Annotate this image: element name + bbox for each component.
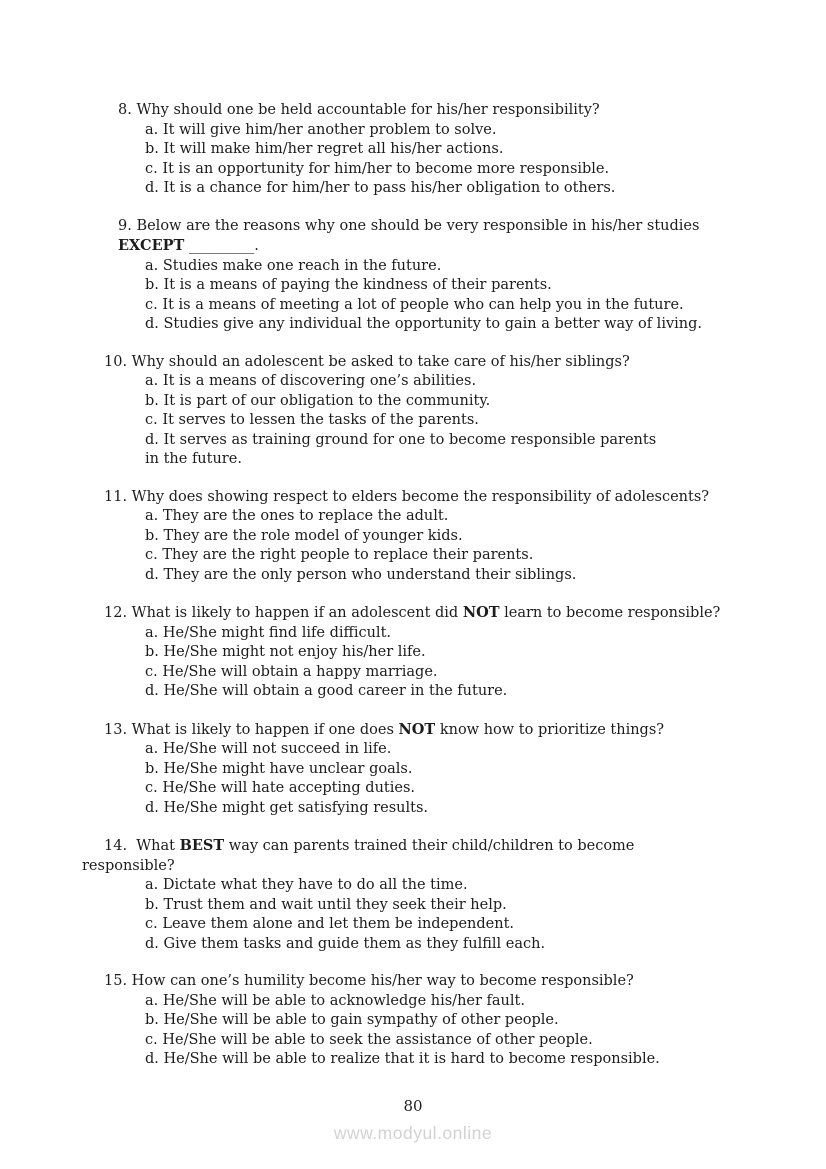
- text-segment: b. It will make him/her regret all his/her actions.: [145, 141, 504, 157]
- text-segment: way can parents trained their child/children to become: [224, 838, 635, 854]
- answer-option: [82, 876, 786, 896]
- text-segment: c. It serves to lessen the tasks of the parents.: [145, 412, 479, 428]
- text-segment: 8. Why should one be held accountable for his/her responsibility?: [118, 102, 600, 118]
- text-segment: in the future.: [145, 451, 242, 467]
- text-segment: c. It is a means of meeting a lot of people who can help you in the future.: [145, 296, 684, 313]
- page-footer: [0, 1096, 826, 1143]
- emphasized-text: NOT: [462, 604, 500, 621]
- text-segment: a. Studies make one reach in the future.: [145, 257, 442, 274]
- answer-option: [82, 179, 786, 199]
- question-block: [82, 353, 786, 470]
- text-segment: 12. What is likely to happen if an adolescent did: [104, 605, 463, 621]
- text-segment: d. Studies give any individual the opportunity to gain a better way of living.: [145, 316, 703, 332]
- text-segment: d. It serves as training ground for one to become responsible parents: [145, 431, 657, 448]
- text-segment: b. It is part of our obligation to the community.: [145, 392, 491, 409]
- text-segment: c. Leave them alone and let them be independent.: [145, 916, 515, 932]
- text-segment: a. It is a means of discovering one’s abilities.: [145, 373, 477, 389]
- answer-option: [82, 896, 786, 916]
- text-segment: 15. How can one’s humility become his/her way to become responsible?: [104, 973, 634, 989]
- text-segment: 10. Why should an adolescent be asked to take care of his/her siblings?: [104, 353, 630, 370]
- answer-option: [82, 935, 786, 955]
- answer-option: [82, 1031, 786, 1051]
- answer-option: [82, 392, 786, 412]
- question-prompt: [82, 217, 786, 237]
- answer-option: [82, 121, 786, 141]
- answer-option: [82, 682, 786, 702]
- answer-option: [82, 643, 786, 663]
- answer-option: [82, 431, 786, 451]
- text-segment: d. It is a chance for him/her to pass his/her obligation to others.: [145, 180, 616, 196]
- question-prompt: [82, 857, 786, 877]
- text-segment: a. He/She will be able to acknowledge his/her fault.: [145, 992, 525, 1009]
- watermark-text: www.modyul.online: [333, 1123, 493, 1143]
- answer-option: [82, 527, 786, 547]
- text-segment: responsible?: [82, 857, 175, 874]
- text-segment: d. He/She will obtain a good career in the future.: [145, 683, 508, 699]
- text-segment: c. It is an opportunity for him/her to become more responsible.: [145, 160, 610, 177]
- text-segment: a. They are the ones to replace the adult.: [145, 508, 449, 524]
- answer-option: [82, 507, 786, 527]
- question-block: [82, 101, 786, 199]
- question-block: [82, 972, 786, 1070]
- answer-option: [82, 276, 786, 296]
- answer-option: [82, 992, 786, 1012]
- text-segment: c. He/She will be able to seek the assistance of other people.: [145, 1031, 593, 1048]
- text-segment: 9. Below are the reasons why one should be very responsible in his/her studies: [118, 217, 700, 234]
- question-prompt: [82, 972, 786, 992]
- answer-option: [82, 372, 786, 392]
- question-block: [82, 603, 786, 702]
- answer-option: [82, 450, 786, 470]
- text-segment: d. Give them tasks and guide them as they fulfill each.: [145, 935, 546, 952]
- question-block: [82, 488, 786, 586]
- emphasized-text: NOT: [398, 720, 436, 738]
- text-segment: know how to prioritize things?: [435, 721, 665, 738]
- text-segment: c. He/She will obtain a happy marriage.: [145, 663, 438, 680]
- answer-option: [82, 663, 786, 683]
- text-segment: d. They are the only person who understand their siblings.: [145, 566, 577, 583]
- answer-option: [82, 779, 786, 799]
- text-segment: 14. What: [104, 838, 180, 854]
- text-segment: a. He/She will not succeed in life.: [145, 741, 392, 757]
- text-segment: b. They are the role model of younger kids.: [145, 527, 463, 544]
- text-segment: d. He/She will be able to realize that it is hard to become responsible.: [145, 1051, 660, 1067]
- text-segment: d. He/She might get satisfying results.: [145, 799, 429, 816]
- text-segment: b. He/She will be able to gain sympathy of other people.: [145, 1012, 559, 1028]
- text-segment: a. Dictate what they have to do all the time.: [145, 877, 468, 893]
- questions: [82, 101, 786, 1070]
- text-segment: b. He/She might not enjoy his/her life.: [145, 644, 426, 660]
- text-segment: 13. What is likely to happen if one does: [104, 721, 399, 738]
- question-prompt: [82, 101, 786, 121]
- answer-option: [82, 1050, 786, 1070]
- answer-option: [82, 315, 786, 335]
- question-prompt: [82, 603, 786, 624]
- answer-option: [82, 740, 786, 760]
- answer-option: [82, 411, 786, 431]
- text-segment: c. He/She will hate accepting duties.: [145, 780, 416, 796]
- answer-option: [82, 140, 786, 160]
- text-segment: _________.: [184, 238, 259, 254]
- question-prompt: [82, 488, 786, 508]
- question-prompt: [82, 236, 786, 257]
- page-number: 80: [403, 1097, 423, 1115]
- question-block: [82, 217, 786, 335]
- text-segment: b. It is a means of paying the kindness of their parents.: [145, 277, 552, 293]
- text-segment: c. They are the right people to replace their parents.: [145, 547, 534, 563]
- answer-option: [82, 624, 786, 644]
- answer-option: [82, 257, 786, 277]
- answer-option: [82, 160, 786, 180]
- answer-option: [82, 799, 786, 819]
- answer-option: [82, 566, 786, 586]
- answer-option: [82, 546, 786, 566]
- answer-option: [82, 915, 786, 935]
- question-prompt: [82, 353, 786, 373]
- text-segment: b. He/She might have unclear goals.: [145, 760, 413, 777]
- question-prompt: [82, 720, 786, 741]
- text-segment: 11. Why does showing respect to elders become the responsibility of adolescents?: [104, 488, 710, 505]
- text-segment: a. He/She might find life difficult.: [145, 624, 392, 641]
- question-block: [82, 836, 786, 954]
- question-prompt: [82, 836, 786, 857]
- emphasized-text: EXCEPT: [118, 237, 185, 254]
- answer-option: [82, 1011, 786, 1031]
- question-block: [82, 720, 786, 819]
- answer-option: [82, 296, 786, 316]
- text-segment: b. Trust them and wait until they seek their help.: [145, 896, 507, 913]
- text-segment: a. It will give him/her another problem to solve.: [145, 121, 497, 138]
- answer-option: [82, 760, 786, 780]
- text-segment: learn to become responsible?: [499, 605, 721, 621]
- emphasized-text: BEST: [179, 837, 225, 854]
